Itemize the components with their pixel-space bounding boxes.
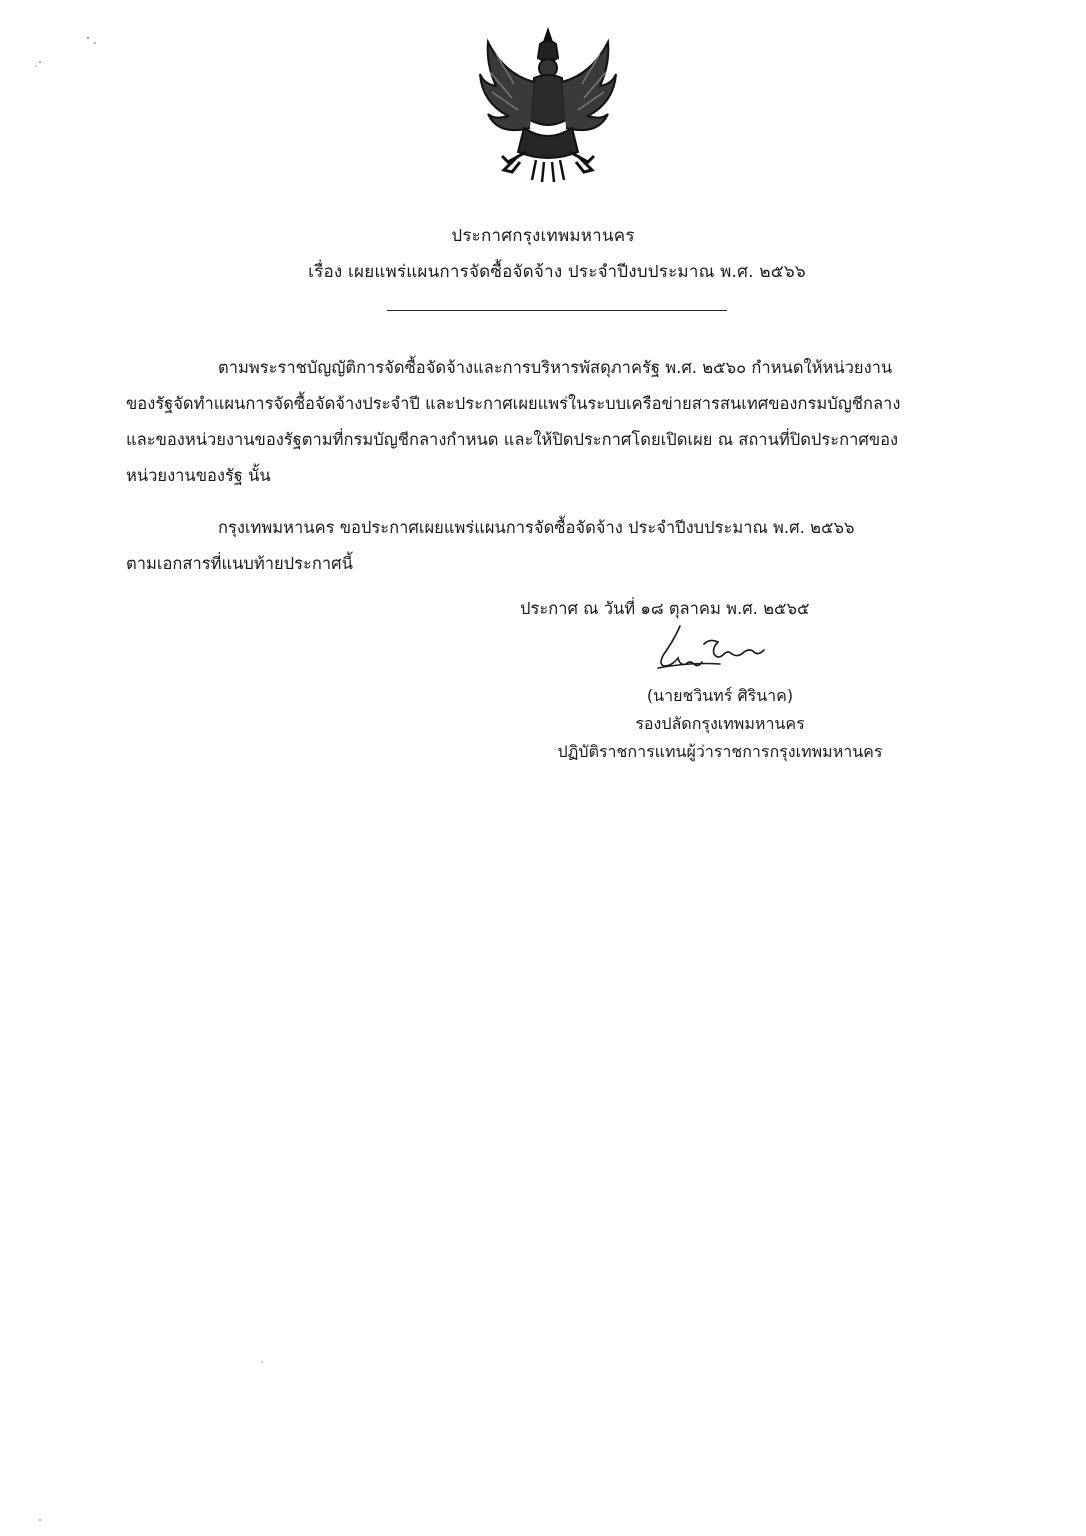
handwritten-signature [650, 624, 770, 680]
paragraph-line: หน่วยงานของรัฐ นั้น [126, 466, 271, 485]
signer-acting-position: ปฏิบัติราชการแทนผู้ว่าราชการกรุงเทพมหานคร [557, 742, 883, 761]
paragraph-line: ของรัฐจัดทำแผนการจัดซื้อจัดจ้างประจำปี และประกาศเผยแพร่ในระบบเครือข่ายสารสนเทศของกรมบัญชีกลาง [126, 394, 901, 413]
announcement-heading: ประกาศกรุงเทพมหานคร [451, 226, 635, 246]
signer-position: รองปลัดกรุงเทพมหานคร [635, 714, 805, 733]
garuda-emblem-icon [474, 24, 622, 184]
title-divider [387, 310, 727, 311]
paragraph-line: ตามเอกสารที่แนบท้ายประกาศนี้ [126, 554, 353, 573]
paragraph-line: และของหน่วยงานของรัฐตามที่กรมบัญชีกลางกำหนด และให้ปิดประกาศโดยเปิดเผย ณ สถานที่ปิดประกาศของ [126, 430, 899, 449]
announcement-subject: เรื่อง เผยแพร่แผนการจัดซื้อจัดจ้าง ประจำปีงบประมาณ พ.ศ. ๒๕๖๖ [308, 262, 806, 282]
signer-name: (นายชวินทร์ ศิรินาค) [646, 686, 794, 705]
paragraph-line: กรุงเทพมหานคร ขอประกาศเผยแพร่แผนการจัดซื้อจัดจ้าง ประจำปีงบประมาณ พ.ศ. ๒๕๖๖ [218, 518, 855, 537]
body-paragraph-1 [126, 350, 978, 494]
body-paragraph-2 [126, 510, 978, 582]
paragraph-line: ตามพระราชบัญญัติการจัดซื้อจัดจ้างและการบริหารพัสดุภาครัฐ พ.ศ. ๒๕๖๐ กำหนดให้หน่วยงาน [218, 358, 893, 377]
announcement-date: ประกาศ ณ วันที่ ๑๘ ตุลาคม พ.ศ. ๒๕๖๕ [520, 599, 810, 618]
